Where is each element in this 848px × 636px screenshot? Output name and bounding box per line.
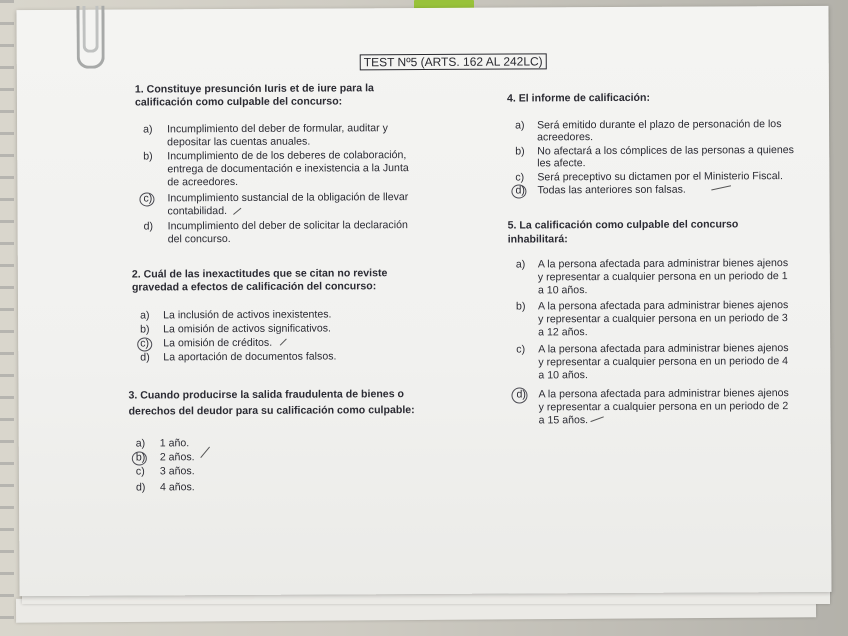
pen-check-mark — [711, 185, 731, 191]
q4-opt-text: Será emitido durante el plazo de personación de los — [537, 118, 782, 132]
q5-opt-text: a 10 años. — [537, 284, 588, 297]
q5-opt-text: y representar a cualquier persona en un periodo de 4 — [538, 355, 789, 369]
q3-opt-label: b) — [135, 451, 146, 464]
pen-check-mark — [233, 208, 242, 216]
q1-opt-label: a) — [143, 123, 153, 136]
q5-opt-label: b) — [515, 300, 526, 313]
q1-opt-label: b) — [143, 150, 153, 163]
q5-opt-label: d) — [516, 388, 526, 401]
q1-opt-text: contabilidad. — [167, 205, 228, 218]
q5-opt-text: a 10 años. — [538, 369, 588, 382]
q5-opt-text: A la persona afectada para administrar bienes ajenos — [537, 257, 789, 271]
q1-opt-text: Incumplimiento de de los deberes de colaboración, — [167, 149, 407, 163]
test-sheet — [16, 6, 831, 596]
pen-check-mark — [200, 447, 210, 459]
q5-opt-text: A la persona afectada para administrar bienes ajenos — [538, 342, 789, 356]
q5-opt-text: a 12 años. — [538, 326, 588, 339]
q4-opt-text: Todas las anteriores son falsas. — [537, 183, 686, 197]
q1-opt-text: Incumplimiento sustancial de la obligación de llevar — [167, 191, 409, 205]
q3-text-line1: 3. Cuando producirse la salida fraudulenta de bienes o — [128, 388, 405, 402]
q4-opt-text: Será preceptivo su dictamen por el Ministerio Fiscal. — [537, 170, 783, 184]
q4-text: 4. El informe de calificación: — [506, 91, 651, 105]
q3-opt-text: 2 años. — [159, 451, 195, 464]
q5-opt-text: A la persona afectada para administrar bienes ajenos — [537, 299, 789, 313]
q2-text-line2: gravedad a efectos de calificación del concurso: — [131, 280, 377, 294]
q1-opt-text: del concurso. — [167, 233, 231, 246]
q3-opt-label: a) — [135, 437, 146, 450]
q5-opt-text: y representar a cualquier persona en un periodo de 2 — [538, 400, 789, 414]
q4-opt-text: acreedores. — [537, 131, 594, 144]
q5-opt-text: y representar a cualquier persona en un periodo de 3 — [538, 312, 788, 326]
q3-opt-label: d) — [135, 481, 146, 494]
paper-clip-inner — [82, 6, 98, 53]
q3-opt-text: 3 años. — [159, 465, 195, 478]
q3-opt-text: 1 año. — [159, 437, 190, 450]
q2-opt-label: a) — [140, 309, 150, 322]
q5-opt-label: c) — [516, 343, 526, 356]
pen-check-mark — [590, 416, 604, 422]
q1-opt-text: depositar las cuentas anuales. — [167, 135, 311, 149]
q3-opt-text: 4 años. — [159, 481, 195, 494]
q2-opt-text: La aportación de documentos falsos. — [163, 350, 337, 364]
q2-text-line1: 2. Cuál de las inexactitudes que se citan no reviste — [131, 267, 388, 281]
test-title: TEST Nº5 (ARTS. 162 AL 242LC) — [360, 53, 547, 70]
q5-opt-text: A la persona afectada para administrar bienes ajenos — [538, 387, 789, 401]
q1-text-line2: calificación como culpable del concurso: — [134, 95, 343, 109]
q1-opt-text: Incumplimiento del deber de formular, auditar y — [167, 122, 388, 136]
q5-opt-text: y representar a cualquier persona en un periodo de 1 — [537, 270, 788, 284]
binder-edge — [0, 0, 14, 636]
q5-opt-text: a 15 años. — [538, 414, 589, 427]
q2-opt-label: b) — [140, 323, 150, 336]
q2-opt-text: La inclusión de activos inexistentes. — [163, 308, 332, 322]
q2-opt-text: La omisión de activos significativos. — [163, 322, 332, 336]
q1-opt-label: d) — [143, 220, 154, 233]
q4-opt-label: a) — [515, 119, 525, 132]
q4-opt-text: les afecte. — [537, 157, 586, 170]
q2-opt-label: d) — [140, 351, 150, 364]
q5-text-line2: inhabilitará: — [507, 233, 568, 246]
q4-opt-text: No afectará a los cómplices de las personas a quienes — [537, 144, 794, 158]
q1-opt-label: c) — [143, 192, 153, 205]
q1-opt-text: Incumplimiento del deber de solicitar la declaración — [167, 219, 408, 233]
q1-opt-text: entrega de documentación e inexistencia a la Junta — [167, 162, 409, 176]
q5-text-line1: 5. La calificación como culpable del concurso — [507, 218, 739, 232]
q2-opt-text: La omisión de créditos. — [163, 336, 273, 350]
pen-check-mark — [280, 339, 287, 346]
q5-opt-label: a) — [515, 258, 526, 271]
q4-opt-label: c) — [515, 171, 525, 184]
q1-text-line1: 1. Constituye presunción Iuris et de iure para la — [134, 82, 374, 96]
q1-opt-text: de acreedores. — [167, 175, 239, 189]
q4-opt-label: b) — [515, 145, 525, 158]
q4-opt-label: d) — [515, 184, 525, 197]
q3-opt-label: c) — [135, 465, 145, 478]
q3-text-line2: derechos del deudor para su calificación como culpable: — [128, 404, 415, 418]
q2-opt-label: c) — [140, 337, 150, 350]
